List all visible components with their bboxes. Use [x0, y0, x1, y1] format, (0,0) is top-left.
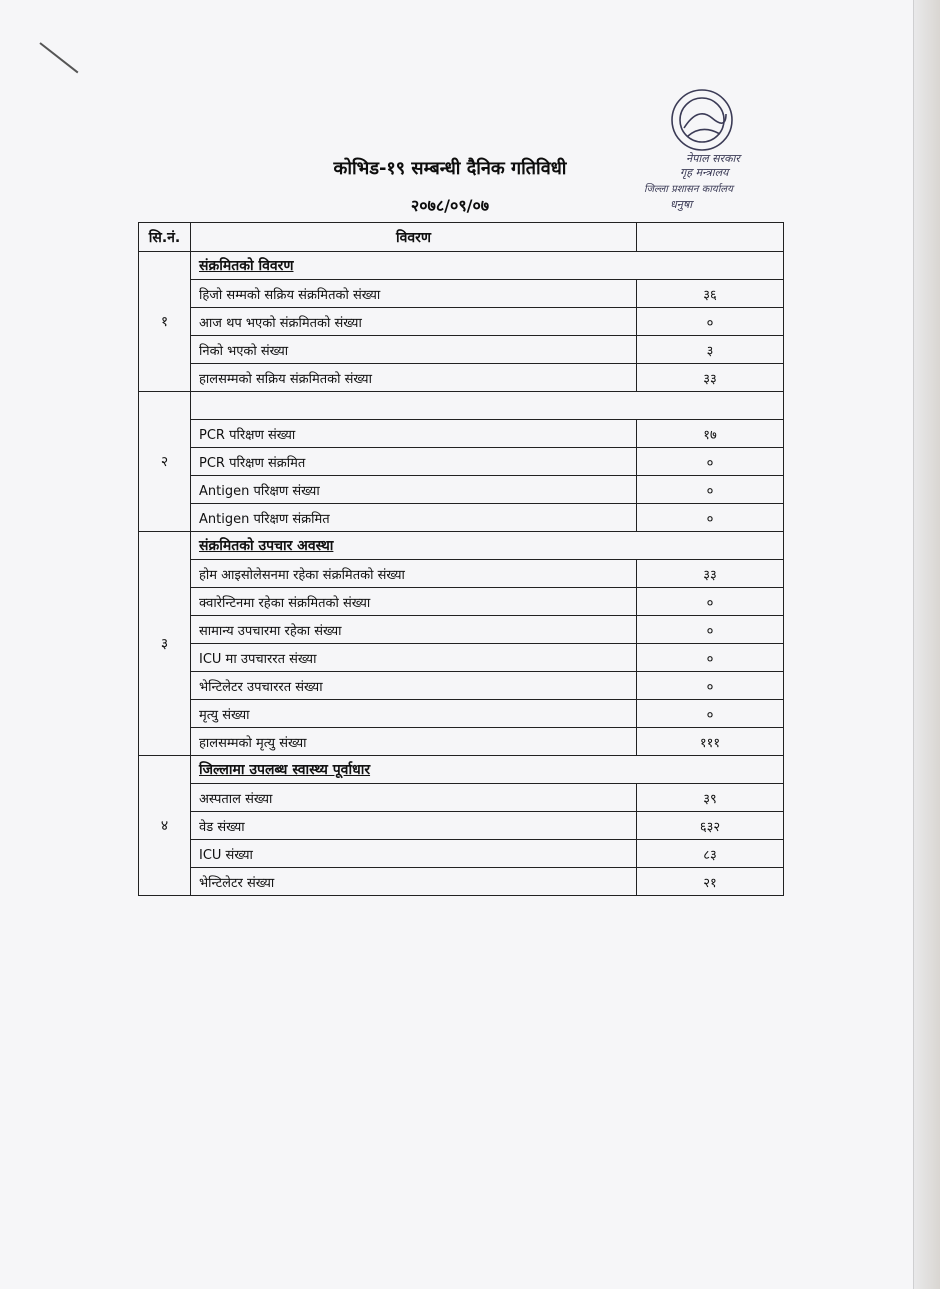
row-label: ICU मा उपचाररत संख्या	[191, 644, 637, 672]
row-value: २१	[637, 868, 784, 896]
header-description: विवरण	[191, 223, 637, 252]
table-header-row	[139, 223, 784, 252]
section-heading-row	[139, 756, 784, 784]
row-label: हिजो सम्मको सक्रिय संक्रमितको संख्या	[191, 280, 637, 308]
row-value: ६३२	[637, 812, 784, 840]
row-label: भेन्टिलेटर संख्या	[191, 868, 637, 896]
table-row	[139, 644, 784, 672]
row-label: सामान्य उपचारमा रहेका संख्या	[191, 616, 637, 644]
row-label: भेन्टिलेटर उपचाररत संख्या	[191, 672, 637, 700]
seal-line-4: धनुषा	[670, 198, 693, 211]
table-row	[139, 868, 784, 896]
row-value: ३९	[637, 784, 784, 812]
seal-line-1: नेपाल सरकार	[686, 152, 740, 165]
seal-line-2: गृह मन्त्रालय	[680, 166, 729, 179]
row-value: ३३	[637, 364, 784, 392]
row-value: ०	[637, 616, 784, 644]
table-row	[139, 784, 784, 812]
row-value: ०	[637, 448, 784, 476]
row-value: ०	[637, 588, 784, 616]
row-label: हालसम्मको सक्रिय संक्रमितको संख्या	[191, 364, 637, 392]
row-label: मृत्यु संख्या	[191, 700, 637, 728]
document-date: २०७८/०९/०७	[410, 196, 490, 215]
row-value: ०	[637, 476, 784, 504]
section-heading: संक्रमितको उपचार अवस्था	[191, 532, 784, 560]
table-row	[139, 448, 784, 476]
row-label: आज थप भएको संक्रमितको संख्या	[191, 308, 637, 336]
seal-line-3: जिल्ला प्रशासन कार्यालय	[644, 184, 733, 195]
table-row	[139, 700, 784, 728]
serial-number: ४	[139, 756, 191, 896]
table-row	[139, 336, 784, 364]
row-value: ३	[637, 336, 784, 364]
section-heading-row	[139, 392, 784, 420]
row-value: ३६	[637, 280, 784, 308]
page-edge	[913, 0, 940, 1289]
table-row	[139, 588, 784, 616]
row-value: ०	[637, 308, 784, 336]
row-label: ICU संख्या	[191, 840, 637, 868]
row-label: Antigen परिक्षण संक्रमित	[191, 504, 637, 532]
row-label: Antigen परिक्षण संख्या	[191, 476, 637, 504]
table-row	[139, 364, 784, 392]
row-label: वेड संख्या	[191, 812, 637, 840]
row-label: PCR परिक्षण संख्या	[191, 420, 637, 448]
table-row	[139, 504, 784, 532]
row-value: ३३	[637, 560, 784, 588]
section-heading	[191, 392, 784, 420]
pen-mark	[39, 42, 78, 73]
table-row	[139, 308, 784, 336]
table-row	[139, 280, 784, 308]
header-serial-number: सि.नं.	[139, 223, 191, 252]
table-row	[139, 672, 784, 700]
section-heading-row	[139, 252, 784, 280]
table-row	[139, 728, 784, 756]
table-row	[139, 420, 784, 448]
table-row	[139, 812, 784, 840]
table-row	[139, 616, 784, 644]
covid-report-table	[138, 222, 784, 896]
table-row	[139, 840, 784, 868]
row-value: १७	[637, 420, 784, 448]
table-row	[139, 476, 784, 504]
row-value: ०	[637, 504, 784, 532]
section-heading: जिल्लामा उपलब्ध स्वास्थ्य पूर्वाधार	[191, 756, 784, 784]
row-label: हालसम्मको मृत्यु संख्या	[191, 728, 637, 756]
row-label: अस्पताल संख्या	[191, 784, 637, 812]
row-label: PCR परिक्षण संक्रमित	[191, 448, 637, 476]
section-heading: संक्रमितको विवरण	[191, 252, 784, 280]
row-value: ०	[637, 672, 784, 700]
row-label: होम आइसोलेसनमा रहेका संक्रमितको संख्या	[191, 560, 637, 588]
document-title: कोभिड-१९ सम्बन्धी दैनिक गतिविधी	[333, 158, 567, 179]
serial-number: ३	[139, 532, 191, 756]
table-row	[139, 560, 784, 588]
serial-number: १	[139, 252, 191, 392]
row-label: क्वारेन्टिनमा रहेका संक्रमितको संख्या	[191, 588, 637, 616]
row-value: ०	[637, 700, 784, 728]
serial-number: २	[139, 392, 191, 532]
header-value	[637, 223, 784, 252]
row-value: ८३	[637, 840, 784, 868]
row-value: १११	[637, 728, 784, 756]
row-label: निको भएको संख्या	[191, 336, 637, 364]
section-heading-row	[139, 532, 784, 560]
row-value: ०	[637, 644, 784, 672]
